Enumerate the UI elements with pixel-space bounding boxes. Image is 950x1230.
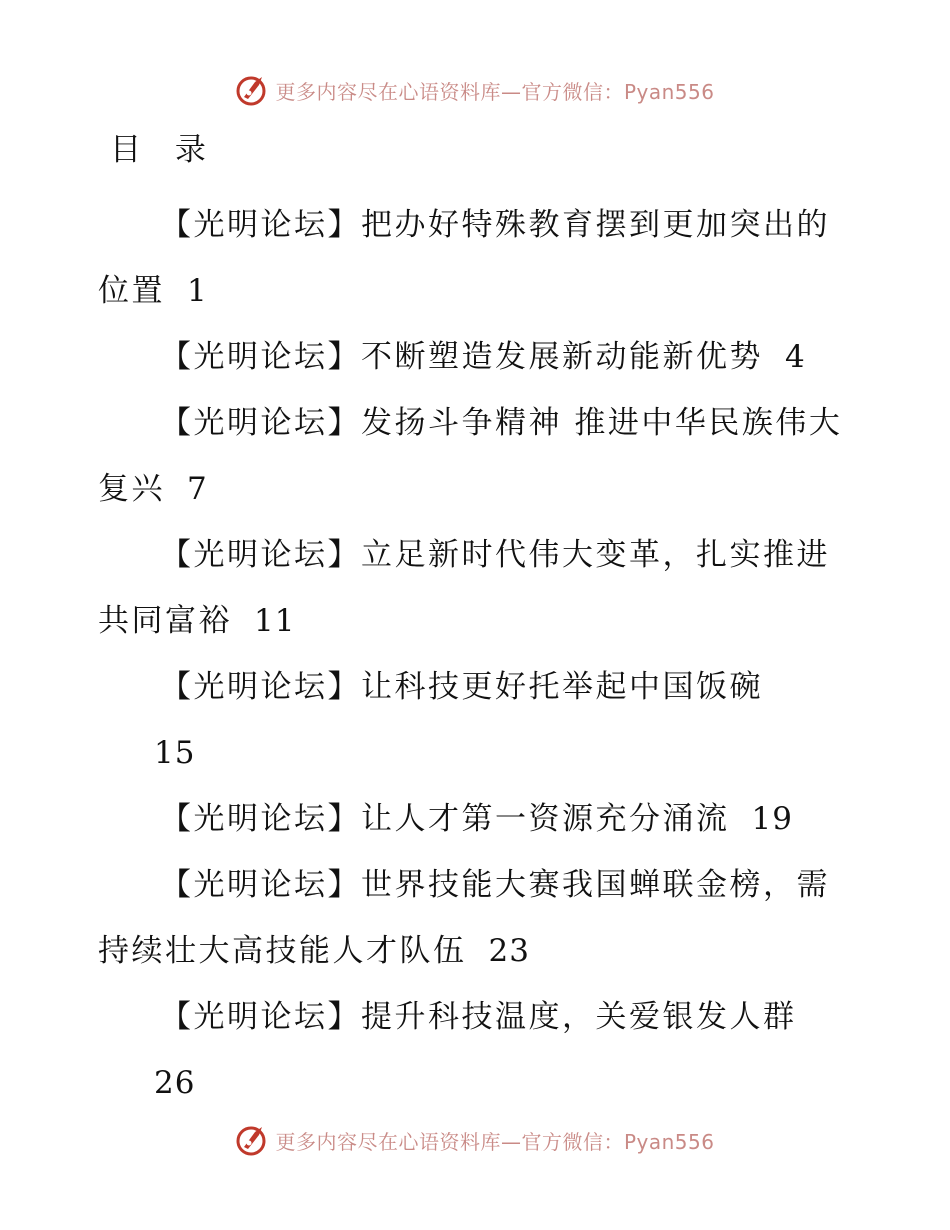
toc-entry-title: 【光明论坛】不断塑造发展新动能新优势: [160, 339, 763, 375]
toc-entry-title: 【光明论坛】把办好特殊教育摆到更加突出的位置: [98, 207, 830, 309]
toc-entry-title: 【光明论坛】让人才第一资源充分涌流: [160, 801, 730, 837]
toc-entry-page: 15: [154, 735, 196, 771]
toc-entry-title: 【光明论坛】发扬斗争精神 推进中华民族伟大复兴: [98, 405, 843, 507]
table-of-contents: [98, 192, 858, 1116]
toc-entry[interactable]: [98, 390, 858, 522]
toc-title: 目 录: [110, 132, 218, 168]
toc-entry-page: 19: [751, 801, 793, 837]
toc-entry[interactable]: [98, 786, 858, 852]
pen-nib-logo-icon: [235, 73, 269, 107]
toc-entry-title: 【光明论坛】让科技更好托举起中国饭碗: [160, 669, 763, 705]
toc-entry[interactable]: [98, 192, 858, 324]
footer-banner: [0, 1120, 950, 1160]
header-banner-text: 更多内容尽在心语资料库—官方微信：Pyan556: [275, 79, 715, 104]
toc-entry[interactable]: [98, 522, 858, 654]
toc-entry-title: 【光明论坛】世界技能大赛我国蝉联金榜，需持续壮大高技能人才队伍: [98, 867, 830, 969]
toc-entry[interactable]: [98, 984, 858, 1116]
toc-entry-title: 【光明论坛】提升科技温度，关爱银发人群: [160, 999, 797, 1035]
toc-entry[interactable]: [98, 324, 858, 390]
pen-nib-logo-icon: [235, 1123, 269, 1157]
toc-entry-page: 7: [187, 471, 208, 507]
toc-entry-title: 【光明论坛】立足新时代伟大变革，扎实推进共同富裕: [98, 537, 830, 639]
toc-entry-page: 11: [254, 603, 296, 639]
header-banner: [0, 70, 950, 110]
toc-entry-page: 23: [488, 933, 530, 969]
toc-entry-page: 26: [154, 1065, 196, 1101]
toc-entry[interactable]: [98, 852, 858, 984]
toc-entry[interactable]: [98, 654, 858, 786]
toc-entry-page: 1: [187, 273, 208, 309]
footer-banner-text: 更多内容尽在心语资料库—官方微信：Pyan556: [275, 1129, 715, 1154]
toc-entry-page: 4: [785, 339, 806, 375]
